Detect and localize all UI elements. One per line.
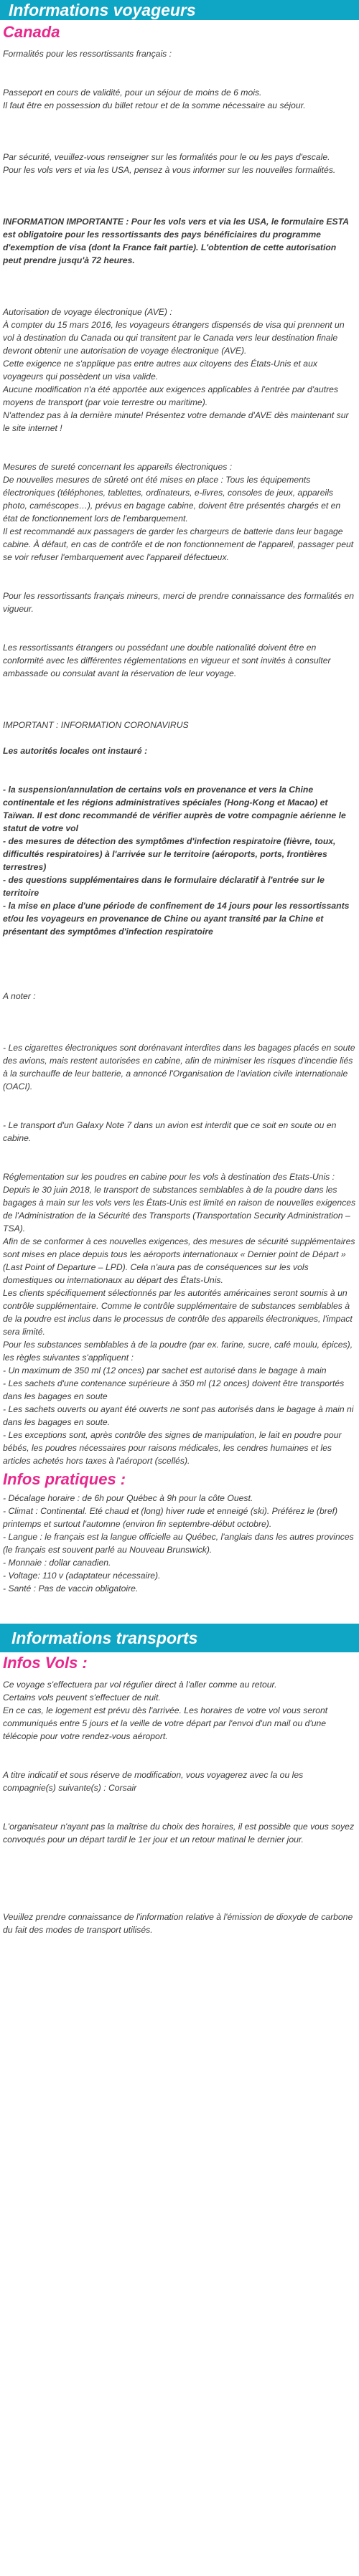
- spacer: [3, 435, 356, 460]
- electronics-heading: Mesures de sureté concernant les appareils électroniques :: [3, 462, 233, 472]
- spacer: [3, 1794, 356, 1820]
- infos-pratiques-section: [0, 1492, 359, 1595]
- infos-vols-section: [0, 1678, 359, 1936]
- spacer: [3, 938, 356, 990]
- ave-text-3: Aucune modification n'a été apportée aux exigences applicables à l'entrée par d'autres moyens de transport (par voie terrestre ou maritime).: [3, 384, 339, 407]
- powder-text-4: Pour les substances semblables à de la poudre (par ex. farine, sucre, café moulu, épices), les règles suivantes s'appliquent :: [3, 1340, 353, 1363]
- fact-timezone: - Décalage horaire : de 6h pour Québec à 9h pour la côte Ouest.: [3, 1493, 253, 1503]
- galaxy-note-text: - Le transport d'un Galaxy Note 7 dans un avion est interdit que ce soit en soute ou en cabine.: [3, 1120, 337, 1143]
- spacer: [3, 1003, 356, 1041]
- spacer: [3, 1743, 356, 1768]
- co2-text: Veuillez prendre connaissance de l'information relative à l'émission de dioxyde de carbone du fait des modes de transport utilisés.: [3, 1912, 353, 1935]
- powder-rule-2: - Les sachets d'une contenance supérieure à 350 ml (12 onces) doivent être transportés dans les bagages en soute: [3, 1378, 345, 1401]
- powder-rule-1: - Un maximum de 350 ml (12 onces) par sachet est autorisé dans le bagage à main: [3, 1365, 327, 1375]
- country-title: Canada: [3, 23, 60, 41]
- powder-rule-3: - Les sachets ouverts ou ayant été ouverts ne sont pas autorisés dans le bagage à main ni dans les bagages en soute.: [3, 1404, 354, 1427]
- covid-measure-4: - la mise en place d'une période de confinement de 14 jours pour les ressortissants et/ou les voyageurs en provenance de Chine ou ayant transité par la Chine et présentant des symptômes d'infection respiratoire: [3, 901, 350, 937]
- spacer: [3, 564, 356, 589]
- stopover-text: Par sécurité, veuillez-vous renseigner sur les formalités pour le ou les pays d'escale.: [3, 152, 330, 162]
- covid-measure-2: - des mesures de détection des symptômes d'infection respiratoire (fièvre, toux, difficultés respiratoires) à l'arrivée sur le territoire (aéroports, ports, frontières terrestres): [3, 836, 336, 872]
- electronics-text-2: Il est recommandé aux passagers de garder les chargeurs de batterie dans leur bagage cabine. À défaut, en cas de contrôle et de non fonctionnement de l'appareil, passager peut se voir refuser l'embarquement avec l'appareil défectueux.: [3, 526, 354, 562]
- flight-text-2: Certains vols peuvent s'effectuer de nuit.: [3, 1692, 161, 1703]
- powder-text-3: Les clients spécifiquement sélectionnés par les autorités américaines seront soumis à un contrôle supplémentaire. Comme le contrôle supplémentaire de substances semblables à de la poudre est inclus dans le processus de contrôle des appareils électroniques, l'impact sera limité.: [3, 1288, 353, 1337]
- ave-heading: Autorisation de voyage électronique (AVE) :: [3, 307, 172, 317]
- ave-text-1: À compter du 15 mars 2016, les voyageurs étrangers dispensés de visa qui prennent un vol à destination du Canada ou qui transitent par le Canada vers leur destination finale devront obtenir une autorisation de voyage électronique (AVE).: [3, 320, 345, 356]
- page-header-title: Informations voyageurs: [9, 1, 196, 19]
- ave-text-2: Cette exigence ne s'applique pas entre autres aux citoyens des États-Unis et aux voyageurs qui possèdent un visa valide.: [3, 359, 317, 382]
- passport-text: Passeport en cours de validité, pour un séjour de moins de 6 mois.: [3, 87, 262, 98]
- canada-section: [0, 47, 359, 1467]
- foreign-nationals-text: Les ressortissants étrangers ou possédant une double nationalité doivent être en conformité avec les différentes réglementations en vigueur et sont invités à consulter ambassade ou consulat avant la réservation de leur voyage.: [3, 643, 331, 678]
- formalites-intro: Formalités pour les ressortissants français :: [3, 49, 172, 59]
- esta-notice: INFORMATION IMPORTANTE : Pour les vols vers et via les USA, le formulaire ESTA est obligatoire pour les ressortissants des pays bénéficiaires du programme d'exemption de visa (dont la France fait partie). L'obtention de cette autorisation peut prendre jusqu'à 72 heures.: [3, 217, 349, 265]
- flight-text-1: Ce voyage s'effectuera par vol régulier direct à l'aller comme au retour.: [3, 1680, 277, 1690]
- spacer: [3, 267, 356, 306]
- spacer: [3, 757, 356, 783]
- transports-header-title: Informations transports: [11, 1629, 198, 1647]
- spacer: [3, 176, 356, 215]
- flight-text-3: En ce cas, le logement est prévu dès l'arrivée. Les horaires de votre vol vous seront communiqués entre 5 jours et la veille de votre départ par l'envoi d'un mail ou d'une télécopie pour votre rendez-vous aéroport.: [3, 1705, 328, 1741]
- e-cigarettes-text: - Les cigarettes électroniques sont dorénavant interdites dans les bagages placés en soute des avions, mais restent autorisées en cabine, afin de minimiser les risques d'incendie liés à la surchauffe de leur batterie, a annoncé l'Organisation de l'aviation civile internationale (OACI).: [3, 1043, 355, 1092]
- spacer: [3, 60, 356, 86]
- fact-health: - Santé : Pas de vaccin obligatoire.: [3, 1583, 139, 1594]
- infos-vols-title: Infos Vols :: [3, 1654, 88, 1672]
- powder-text-2: Afin de se conformer à ces nouvelles exigences, des mesures de sécurité supplémentaires sont mises en place depuis tous les aéroports internationaux « Dernier point de Départ » (Last Point of Departure – LPD). Cela n'aura pas de conséquences sur les vols domestiques ou internationaux au départ des États-Unis.: [3, 1236, 355, 1285]
- return-ticket-text: Il faut être en possession du billet retour et de la somme nécessaire au séjour.: [3, 100, 306, 110]
- usa-formalities-text: Pour les vols vers et via les USA, pensez à vous informer sur les nouvelles formalités.: [3, 165, 336, 175]
- spacer: [3, 1846, 356, 1910]
- page-header-band: [0, 0, 359, 20]
- ave-text-4: N'attendez pas à la dernière minute! Présentez votre demande d'AVE dès maintenant sur le site internet !: [3, 410, 349, 433]
- covid-measure-3: - des questions supplémentaires dans le formulaire déclaratif à l'entrée sur le territoire: [3, 875, 325, 898]
- fact-currency: - Monnaie : dollar canadien.: [3, 1558, 111, 1568]
- electronics-text-1: De nouvelles mesures de sûreté ont été mises en place : Tous les équipements électroniques (téléphones, tablettes, ordinateurs, e-livres, consoles de jeux, appareils photo, caméscopes…), prévus en bagage cabine, doivent être présentés chargés et en état de fonctionnement lors de l'embarquement.: [3, 475, 341, 524]
- spacer: [3, 1145, 356, 1170]
- fact-language: - Langue : le français est la langue officielle au Québec, l'anglais dans les autres provinces (le français est souvent parlé au Nouveau Brunswick).: [3, 1532, 354, 1555]
- spacer: [3, 1093, 356, 1119]
- airline-text: A titre indicatif et sous réserve de modification, vous voyagerez avec la ou les compagnie(s) suivante(s) : Corsair: [3, 1770, 304, 1793]
- schedule-text: L'organisateur n'ayant pas la maîtrise du choix des horaires, il est possible que vous soyez convoqués pour un départ tardif le 1er jour et un retour matinal le dernier jour.: [3, 1822, 355, 1845]
- spacer: [3, 615, 356, 641]
- fact-climate: - Climat : Continental. Eté chaud et (long) hiver rude et enneigé (ski). Préférez le (bref) printemps et surtout l'automne (environ fin septembre-début octobre).: [3, 1506, 338, 1529]
- a-noter-heading: A noter :: [3, 991, 36, 1001]
- minors-text: Pour les ressortissants français mineurs, merci de prendre connaissance des formalités en vigueur.: [3, 591, 355, 614]
- coronavirus-heading: IMPORTANT : INFORMATION CORONAVIRUS: [3, 720, 189, 730]
- infos-pratiques-title: Infos pratiques :: [3, 1470, 126, 1488]
- transports-header-band: [0, 1624, 359, 1652]
- local-authorities-heading: Les autorités locales ont instauré :: [3, 746, 148, 756]
- powder-text-1: Depuis le 30 juin 2018, le transport de substances semblables à de la poudre dans les bagages à main sur les vols vers les États-Unis est limité en raison de nouvelles exigences de l'Administration de la Sécurité des Transports (Transportation Security Administration – TSA).: [3, 1185, 356, 1233]
- powder-heading: Réglementation sur les poudres en cabine pour les vols à destination des Etats-Unis :: [3, 1172, 335, 1182]
- covid-measure-1: - la suspension/annulation de certains vols en provenance et vers la Chine continentale et les régions administratives spéciales (Hong-Kong et Macao) et Taïwan. Il est donc recommandé de vérifier auprès de votre compagnie aérienne le statut de votre vol: [3, 785, 346, 833]
- powder-rule-4: - Les exceptions sont, après contrôle des signes de manipulation, le lait en poudre pour bébés, les poudres nécessaires pour raisons médicales, les cendres humaines et les articles achetés hors taxes à l'aéroport (scellés).: [3, 1430, 342, 1466]
- fact-voltage: - Voltage: 110 v (adaptateur nécessaire).: [3, 1571, 161, 1581]
- spacer: [3, 680, 356, 719]
- spacer: [3, 731, 356, 744]
- spacer: [3, 112, 356, 151]
